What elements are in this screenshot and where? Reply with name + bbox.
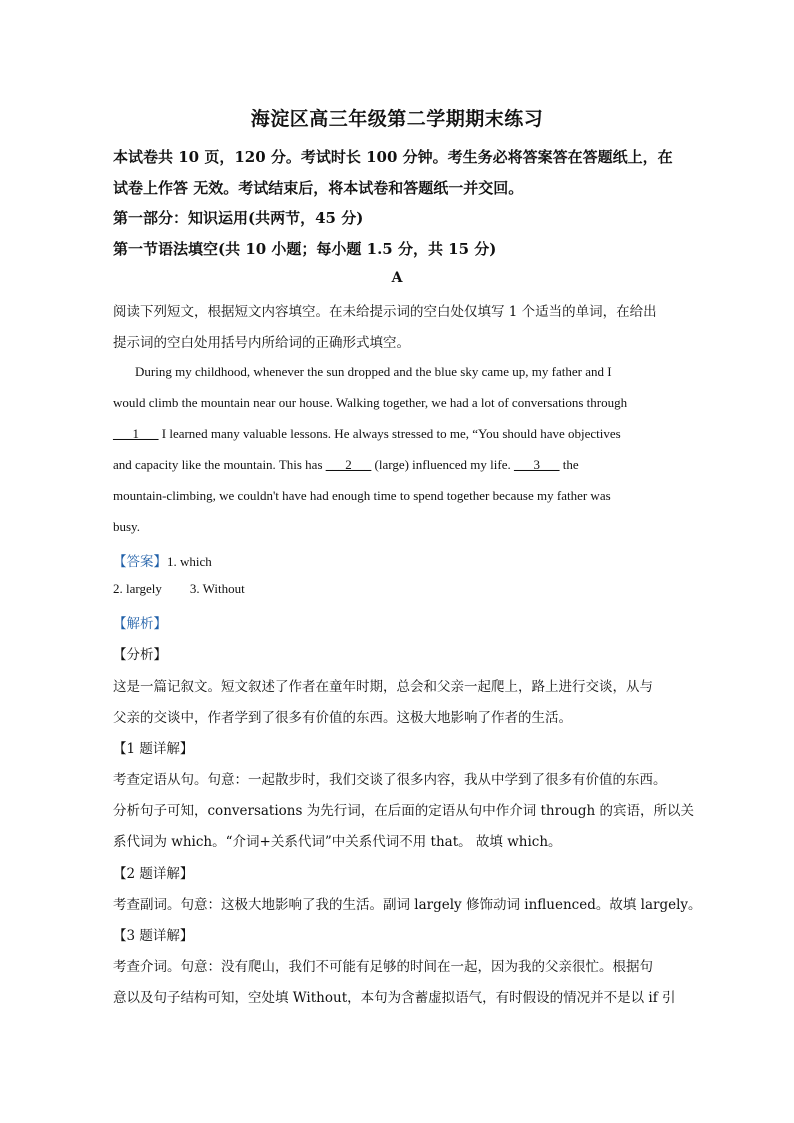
part-heading: 第一部分：知识运用(共两节，45 分) bbox=[113, 209, 364, 227]
passage-line-4-post: the bbox=[559, 457, 579, 472]
answer-line bbox=[113, 550, 693, 570]
q1-line-3: 系代词为 which。“介词+关系代词”中关系代词不用 that。 故填 which。 bbox=[113, 834, 562, 850]
q2-line-1: 考查副词。句意：这极大地影响了我的生活。副词 largely 修饰动词 influenced。故填 largely。 bbox=[113, 897, 702, 913]
passage-letter: A bbox=[391, 270, 403, 286]
q3-line-2: 意以及句子结构可知，空处填 Without，本句为含蓄虚拟语气，有时假设的情况并不是以 if 引 bbox=[113, 990, 676, 1006]
passage-line-1: During my childhood, whenever the sun dropped and the blue sky came up, my father and I bbox=[135, 364, 612, 379]
intro-line-1: 本试卷共 10 页，120 分。考试时长 100 分钟。考生务必将答案答在答题纸上，在 bbox=[113, 148, 673, 166]
instructions-line-1: 阅读下列短文，根据短文内容填空。在未给提示词的空白处仅填写 1 个适当的单词，在给出 bbox=[113, 304, 657, 320]
fenxi-line-1: 这是一篇记叙文。短文叙述了作者在童年时期，总会和父亲一起爬上，路上进行交谈，从与 bbox=[113, 679, 653, 695]
answer-2: 2. largely bbox=[113, 581, 162, 596]
answer-1: 1. which bbox=[167, 554, 212, 569]
passage-line-2: would climb the mountain near our house. Walking together, we had a lot of conversations through bbox=[113, 395, 628, 410]
q2-label: 【2 题详解】 bbox=[113, 866, 194, 882]
fenxi-line-2: 父亲的交谈中，作者学到了很多有价值的东西。这极大地影响了作者的生活。 bbox=[113, 710, 572, 726]
blank-3: ___3___ bbox=[513, 457, 560, 472]
page-title: 海淀区高三年级第二学期期末练习 bbox=[250, 108, 544, 130]
section-heading: 第一节语法填空(共 10 小题；每小题 1.5 分，共 15 分) bbox=[113, 240, 497, 258]
q1-label: 【1 题详解】 bbox=[113, 741, 194, 757]
passage-line-3 bbox=[113, 426, 693, 442]
passage-line-6: busy. bbox=[113, 519, 140, 534]
answer-line-2 bbox=[113, 581, 693, 597]
q3-line-1: 考查介词。句意：没有爬山，我们不可能有足够的时间在一起，因为我的父亲很忙。根据句 bbox=[113, 959, 653, 975]
blank-1: ___1___ bbox=[113, 426, 159, 441]
fenxi-label: 【分析】 bbox=[113, 647, 167, 663]
answer-label: 【答案】 bbox=[113, 554, 167, 570]
q3-label: 【3 题详解】 bbox=[113, 928, 194, 944]
q1-line-2: 分析句子可知，conversations 为先行词，在后面的定语从句中作介词 through 的宾语，所以关 bbox=[113, 803, 695, 819]
blank-2: ___2___ bbox=[325, 457, 372, 472]
passage-line-3-text: I learned many valuable lessons. He always stressed to me, “You should have objectives bbox=[158, 426, 621, 441]
intro-line-2: 试卷上作答 无效。考试结束后，将本试卷和答题纸一并交回。 bbox=[113, 179, 524, 197]
passage-line-4-pre: and capacity like the mountain. This has bbox=[113, 457, 326, 472]
passage-line-5: mountain-climbing, we couldn't have had enough time to spend together because my father was bbox=[113, 488, 611, 503]
passage-line-4-mid: (large) influenced my life. bbox=[371, 457, 514, 472]
q1-line-1: 考查定语从句。句意：一起散步时，我们交谈了很多内容，我从中学到了很多有价值的东西。 bbox=[113, 772, 667, 788]
analysis-label: 【解析】 bbox=[113, 616, 167, 632]
passage-line-4 bbox=[113, 457, 693, 473]
answer-3: 3. Without bbox=[189, 581, 245, 596]
instructions-line-2: 提示词的空白处用括号内所给词的正确形式填空。 bbox=[113, 335, 410, 351]
